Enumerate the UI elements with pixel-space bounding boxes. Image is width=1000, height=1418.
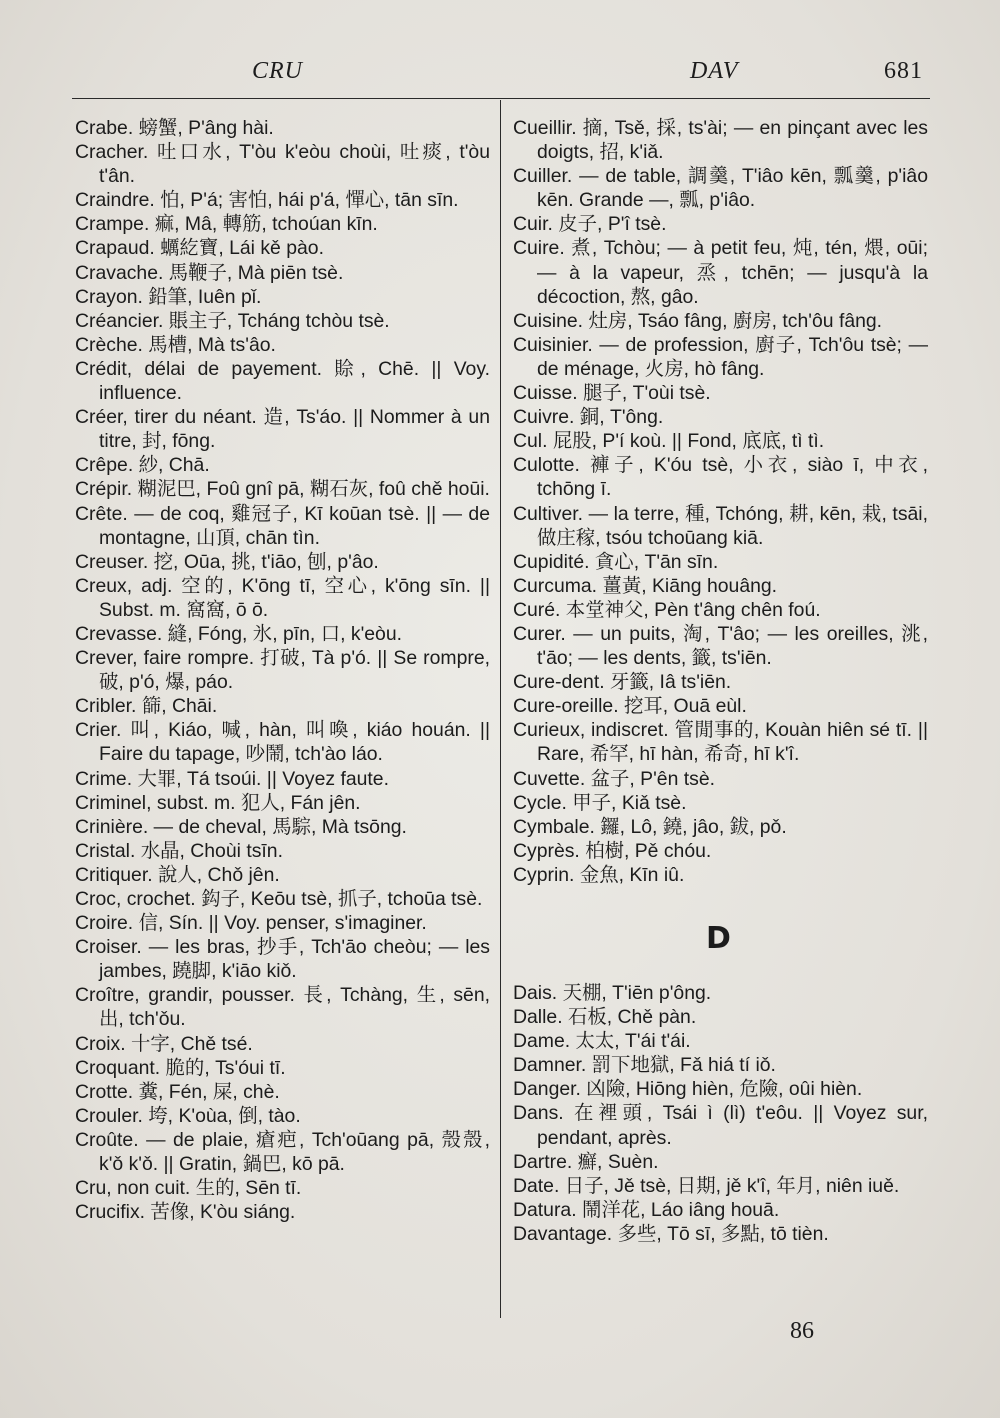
dictionary-entry: Croix. 十字, Chě tsé. <box>75 1032 253 1055</box>
dictionary-entry: Cymbale. 鑼, Lô, 鐃, jâo, 鈸, pǒ. <box>513 815 787 838</box>
dictionary-entry: Cuvette. 盆子, P'ên tsè. <box>513 767 716 790</box>
dictionary-entry: Curé. 本堂神父, Pèn t'âng chên foú. <box>513 598 821 621</box>
dictionary-entry: Cuire. 煮, Tchòu; — à petit feu, 炖, tén, 煨, oūi; — à la vapeur, 烝, tchēn; — jusqu'à la décoction, 熬, gâo. <box>513 237 928 308</box>
dictionary-entry: Crinière. — de cheval, 馬騌, Mà tsōng. <box>75 815 407 838</box>
dictionary-entry: Cure-oreille. 挖耳, Ouā eùl. <box>513 695 747 718</box>
dictionary-entry: Cyprès. 柏樹, Pě chóu. <box>513 839 712 862</box>
dictionary-entry: Cracher. 吐口水, T'òu k'eòu choùi, 吐痰, t'òu t'ân. <box>75 141 490 188</box>
dictionary-entry: Croiser. — les bras, 抄手, Tch'āo cheòu; — les jambes, 蹺脚, k'iāo kiǒ. <box>75 936 490 983</box>
dictionary-entry: Date. 日子, Jě tsè, 日期, jě k'î, 年月, niên iuě. <box>513 1174 900 1197</box>
section-letter-heading: D <box>706 921 731 956</box>
dictionary-entry: Cyprin. 金魚, Kīn iû. <box>513 863 685 886</box>
dictionary-entry: Culotte. 褲子, K'óu tsè, 小衣, siào ī, 中衣, tchōng ī. <box>513 454 928 501</box>
page-number-bottom: 86 <box>790 1318 814 1344</box>
dictionary-entry: Crèche. 馬槽, Mà ts'âo. <box>75 333 276 356</box>
dictionary-entry: Crevasse. 縫, Fóng, 氷, pīn, 口, k'eòu. <box>75 622 403 645</box>
dictionary-entry: Cristal. 水晶, Choùi tsīn. <box>75 839 283 862</box>
dictionary-entry: Cuisse. 腿子, T'oùi tsè. <box>513 382 711 405</box>
dictionary-entry: Creux, adj. 空的, K'ōng tī, 空心, k'ōng sīn. || Subst. m. 窩窩, ō ō. <box>75 574 490 621</box>
dictionary-entry: Cribler. 篩, Chāi. <box>75 695 218 718</box>
dictionary-entry: Curcuma. 薑黃, Kiāng houâng. <box>513 574 778 597</box>
dictionary-entry: Cueillir. 摘, Tsě, 採, ts'ài; — en pinçant avec les doigts, 招, k'iǎ. <box>513 117 928 164</box>
dictionary-entry: Cuir. 皮子, P'î tsè. <box>513 213 667 236</box>
dictionary-entry: Dalle. 石板, Chě pàn. <box>513 1006 697 1029</box>
dictionary-entry: Danger. 凶險, Hiōng hièn, 危險, oûi hièn. <box>513 1078 863 1101</box>
right-column <box>513 116 928 1246</box>
dictionary-entry: Damner. 罰下地獄, Fǎ hiá tí iǒ. <box>513 1054 776 1077</box>
dictionary-entry: Cru, non cuit. 生的, Sēn tī. <box>75 1177 302 1200</box>
dictionary-entry: Critiquer. 說人, Chǒ jên. <box>75 863 280 886</box>
dictionary-entry: Crayon. 鉛筆, Iuên pǐ. <box>75 285 262 308</box>
dictionary-entry: Croire. 信, Sín. || Voy. penser, s'imaginer. <box>75 912 427 935</box>
dictionary-entry: Crier. 叫, Kiáo, 喊, hàn, 叫喚, kiáo houán. || Faire du tapage, 吵鬧, tch'ào láo. <box>75 719 490 766</box>
dictionary-entry: Davantage. 多些, Tō sī, 多點, tō tièn. <box>513 1222 829 1245</box>
dictionary-entry: Crabe. 螃蟹, P'âng hài. <box>75 117 274 139</box>
dictionary-entry: Croître, grandir, pousser. 長, Tchàng, 生, sēn, 出, tch'ǒu. <box>75 984 490 1031</box>
dictionary-entry: Curieux, indiscret. 管閒事的, Kouàn hiên sé tī. || Rare, 希罕, hī hàn, 希奇, hī k'î. <box>513 719 928 766</box>
dictionary-entry: Cupidité. 貪心, T'ān sīn. <box>513 550 719 573</box>
dictionary-entry: Datura. 鬧洋花, Láo iâng houā. <box>513 1198 780 1221</box>
dictionary-entry: Croc, crochet. 鈎子, Keōu tsè, 抓子, tchoūa tsè. <box>75 888 483 910</box>
running-head <box>0 58 1000 98</box>
dictionary-entry: Cure-dent. 牙籤, Iâ ts'iēn. <box>513 671 732 694</box>
dictionary-entry: Craindre. 怕, P'á; 害怕, hái p'á, 憚心, tān sīn. <box>75 189 459 212</box>
dictionary-entry: Crampe. 痲, Mâ, 轉筋, tchoúan kīn. <box>75 213 378 236</box>
dictionary-entry: Crédit, délai de payement. 賒, Chē. || Voy. influence. <box>75 357 490 405</box>
dictionary-entry: Cuisinier. — de profession, 廚子, Tch'ôu tsè; — de ménage, 火房, hò fâng. <box>513 333 928 380</box>
page-number-top: 681 <box>884 58 923 84</box>
dictionary-entry: Creuser. 挖, Oūa, 挑, t'iāo, 刨, p'âo. <box>75 550 379 573</box>
dictionary-entry: Cuivre. 銅, T'ông. <box>513 406 664 429</box>
dictionary-entry: Croûte. — de plaie, 瘡疤, Tch'oūang pā, 殼殼, k'ǒ k'ǒ. || Gratin, 鍋巴, kō pā. <box>75 1128 490 1176</box>
dictionary-entry: Cul. 屁股, P'í koù. || Fond, 底底, tì tì. <box>513 430 825 453</box>
dictionary-entry: Dais. 天棚, T'iēn p'ông. <box>513 982 712 1004</box>
dictionary-entry: Cycle. 甲子, Kiǎ tsè. <box>513 791 687 814</box>
dictionary-entry: Crépir. 糊泥巴, Foû gnî pā, 糊石灰, foû chě hoūi. <box>75 478 490 501</box>
dictionary-entry: Crouler. 垮, K'oùa, 倒, tào. <box>75 1104 301 1127</box>
entries-d <box>513 981 928 1246</box>
dictionary-entry: Cuisine. 灶房, Tsáo fâng, 廚房, tch'ôu fâng. <box>513 309 883 332</box>
dictionary-entry: Curer. — un puits, 淘, T'âo; — les oreilles, 洮, t'āo; — les dents, 籤, ts'iēn. <box>513 622 928 670</box>
dictionary-entry: Cuiller. — de table, 調羹, T'iâo kēn, 瓢羹, p'iâo kēn. Grande —, 瓢, p'iâo. <box>513 165 928 212</box>
dictionary-entry: Cultiver. — la terre, 種, Tchóng, 耕, kēn, 栽, tsāi, 做庄稼, tsóu tchoūang kiā. <box>513 502 928 549</box>
guide-word-right: DAV <box>690 58 739 84</box>
dictionary-entry: Créer, tirer du néant. 造, Ts'áo. || Nommer à un titre, 封, fōng. <box>75 406 490 453</box>
header-rule <box>72 98 930 99</box>
dictionary-entry: Crucifix. 苦像, K'òu siáng. <box>75 1201 296 1224</box>
guide-word-left: CRU <box>252 58 303 84</box>
dictionary-entry: Crotte. 糞, Fén, 屎, chè. <box>75 1080 280 1103</box>
dictionary-entry: Créancier. 賬主子, Tcháng tchòu tsè. <box>75 309 390 332</box>
dictionary-entry: Criminel, subst. m. 犯人, Fán jên. <box>75 791 361 814</box>
dictionary-entry: Cravache. 馬鞭子, Mà piēn tsè. <box>75 261 344 284</box>
left-column <box>75 116 490 1224</box>
dictionary-entry: Crapaud. 蠣紇寶, Lái kě pào. <box>75 237 324 260</box>
dictionary-entry: Crêpe. 紗, Chā. <box>75 454 210 477</box>
dictionary-entry: Crime. 大罪, Tá tsoúi. || Voyez faute. <box>75 767 389 790</box>
dictionary-entry: Croquant. 脆的, Ts'óui tī. <box>75 1056 286 1079</box>
column-divider <box>500 100 501 1318</box>
dictionary-entry: Crête. — de coq, 雞冠子, Kī koūan tsè. || — de montagne, 山頂, chān tìn. <box>75 502 490 549</box>
dictionary-entry: Dans. 在裡頭, Tsái ì (lì) t'eôu. || Voyez sur, pendant, après. <box>513 1102 928 1149</box>
dictionary-entry: Dame. 太太, T'ái t'ái. <box>513 1030 691 1053</box>
entries-c <box>513 116 928 887</box>
dictionary-entry: Dartre. 癬, Suèn. <box>513 1150 659 1173</box>
dictionary-entry: Crever, faire rompre. 打破, Tà p'ó. || Se rompre, 破, p'ó, 爆, páo. <box>75 647 490 694</box>
